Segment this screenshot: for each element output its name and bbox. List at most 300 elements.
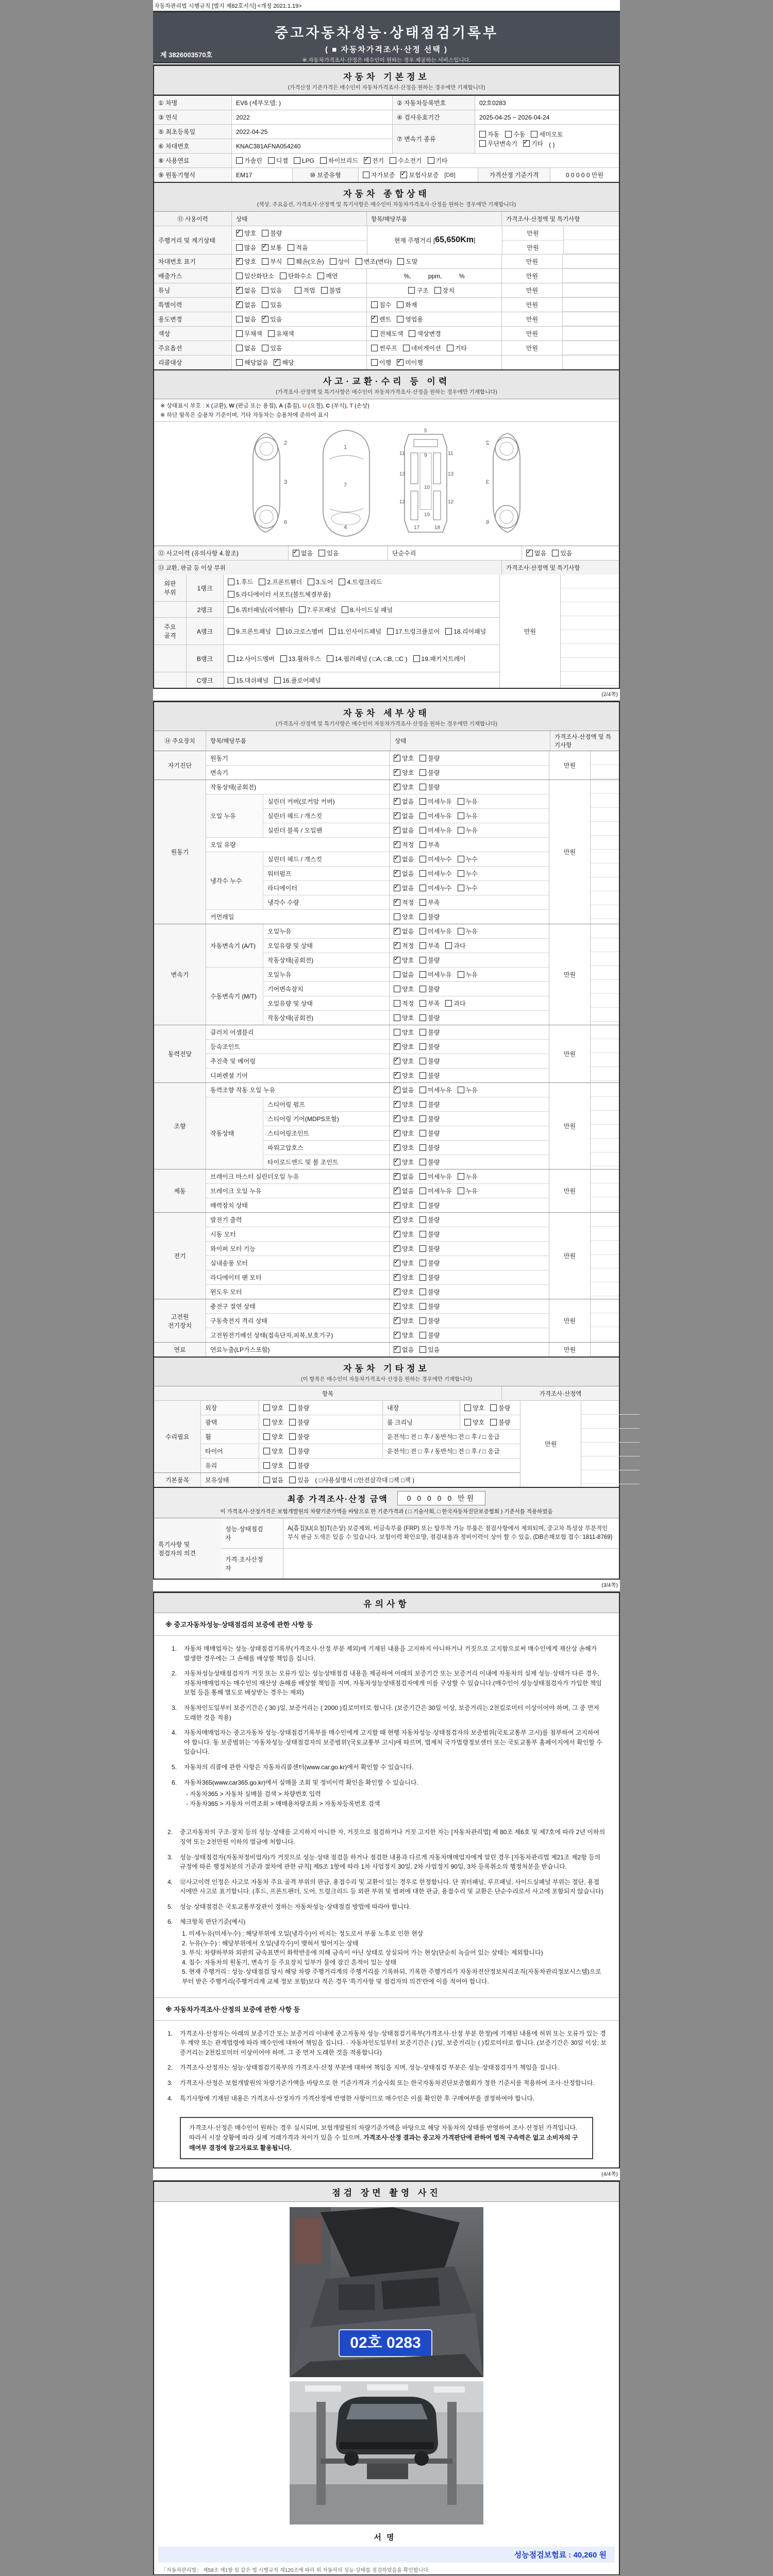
checkbox-장치[interactable]: 장치	[434, 286, 455, 295]
checkbox-불량[interactable]: 불량	[419, 1129, 440, 1138]
checkbox-있음[interactable]: 있음	[262, 300, 282, 309]
fuel-options	[231, 154, 619, 167]
checkbox-자동[interactable]: 자동	[479, 130, 499, 139]
checkbox-미세누유[interactable]: 미세누유	[419, 1172, 451, 1181]
checkbox-box-icon	[552, 550, 559, 556]
checkbox-없음[interactable]: ✓ 없음	[236, 300, 256, 309]
checkbox-양호[interactable]: 양호	[263, 1418, 283, 1427]
checkbox-불량[interactable]: 불량	[490, 1418, 510, 1427]
checkbox-양호[interactable]: 양호	[464, 1418, 484, 1427]
checkbox-미세누유[interactable]: 미세누유	[419, 797, 451, 806]
accident-history-label: ⑫ 사고이력 (유의사항 4.참조)	[154, 546, 288, 560]
checkbox-디젤[interactable]: 디젤	[268, 156, 288, 165]
checkbox-없음[interactable]: ✓ 없음	[394, 1172, 414, 1181]
checkbox-누수[interactable]: 누수	[458, 884, 478, 892]
checkbox-적법[interactable]: 적법	[295, 286, 315, 295]
checkbox-box-icon	[342, 606, 348, 613]
detail-item-label: 오일유량 및 상태	[267, 1000, 313, 1007]
detail-row	[263, 981, 549, 996]
checkbox-일산화탄소[interactable]: 일산화탄소	[236, 272, 274, 280]
checkbox-누유[interactable]: 누유	[458, 826, 478, 835]
document-title: 중고자동차성능·상태점검기록부	[274, 25, 499, 41]
checkbox-불량[interactable]: 불량	[490, 1403, 510, 1412]
checkbox-box-icon	[268, 157, 275, 164]
checkbox-기타[interactable]: ✓ 기타	[523, 139, 543, 148]
checkbox-있음[interactable]: 있음	[262, 344, 282, 352]
checkbox-부식[interactable]: 부식	[262, 257, 282, 266]
checkbox-부족[interactable]: 부족	[419, 999, 440, 1008]
checkbox-기타[interactable]: 기타	[447, 344, 467, 352]
checkbox-box-icon	[419, 812, 426, 819]
detail-group-price: 만원	[549, 1025, 590, 1082]
checkbox-양호[interactable]: 양호	[263, 1432, 283, 1441]
checkbox-18.리어패널[interactable]: 18.리어패널	[445, 627, 486, 636]
row-options-remarks	[562, 341, 619, 355]
checkbox-불법[interactable]: 불법	[321, 286, 341, 295]
checkbox-6.쿼터패널(리어휀다)[interactable]: 6.쿼터패널(리어휀다)	[228, 605, 293, 614]
checkbox-불량[interactable]: 불량	[419, 956, 440, 964]
checkbox-없음[interactable]: ✓ 없음	[293, 549, 313, 557]
checkbox-누유[interactable]: 누유	[458, 970, 478, 979]
checkbox-box-icon	[321, 287, 328, 294]
section-accident-header	[154, 369, 619, 399]
checkbox-없음[interactable]: ✓ 없음	[526, 549, 546, 557]
checkbox-있음[interactable]: 있음	[419, 1345, 440, 1354]
checkbox-LPG[interactable]: LPG	[294, 157, 314, 164]
checkbox-box-icon	[419, 1346, 426, 1353]
checkbox-10.크로스멤버[interactable]: 10.크로스멤버	[277, 627, 324, 636]
col-state: 상태	[231, 212, 366, 226]
checkbox-불량[interactable]: 불량	[262, 229, 282, 238]
checkbox-box-icon	[371, 330, 378, 337]
checkbox-불량[interactable]: 불량	[419, 754, 440, 762]
checkbox-11.인사이드패널[interactable]: 11.인사이드패널	[329, 627, 381, 636]
checkbox-box-icon	[289, 1404, 296, 1411]
checkbox-box-icon	[458, 1188, 464, 1194]
checkbox-양호[interactable]: ✓ 양호	[236, 229, 256, 238]
checkbox-불량[interactable]: 불량	[419, 985, 440, 993]
checkbox-있음[interactable]: 있음	[318, 549, 339, 557]
checkbox-불량[interactable]: 불량	[289, 1418, 309, 1427]
checkbox-box-icon	[419, 1000, 426, 1007]
checkbox-box-icon	[394, 1130, 400, 1137]
checkbox-양호[interactable]: 양호	[394, 912, 414, 921]
checkbox-없음[interactable]: ✓ 없음	[394, 884, 414, 892]
inspection-period-value: 2025-04-25 ~ 2026-04-24	[475, 110, 619, 124]
checkbox-box-icon	[394, 942, 400, 949]
notice-heading-1: ※ 중고자동차성능·상태점검의 보증에 관한 사항 등	[154, 1613, 619, 1636]
checkbox-있음[interactable]: 있음	[289, 1476, 309, 1484]
checkbox-양호[interactable]: ✓ 양호	[394, 956, 414, 964]
checkbox-부족[interactable]: 부족	[419, 898, 440, 907]
checkbox-미세누수[interactable]: 미세누수	[419, 884, 451, 892]
checkbox-렌트[interactable]: ✓ 렌트	[371, 315, 391, 324]
checkbox-없음[interactable]: 없음	[236, 315, 256, 324]
detail-row	[263, 895, 549, 909]
row-recall: 리콜대상	[154, 355, 231, 369]
checkbox-box-icon	[394, 841, 400, 848]
checkbox-수소전기[interactable]: 수소전기	[390, 156, 422, 165]
row-usage-change-remarks	[562, 312, 619, 326]
detail-item-label: 실린더 헤드 / 개스킷	[267, 856, 323, 863]
checkbox-누유[interactable]: 누유	[458, 797, 478, 806]
checkbox-침수[interactable]: 침수	[371, 300, 391, 309]
checkbox-box-icon	[394, 913, 400, 920]
detail-item-state	[389, 852, 549, 866]
checkbox-양호[interactable]: ✓ 양호	[394, 754, 414, 762]
checkbox-불량[interactable]: 불량	[419, 1158, 440, 1166]
checkbox-누유[interactable]: 누유	[458, 1086, 478, 1094]
rank-group-label	[154, 672, 186, 688]
checkbox-적정[interactable]: ✓ 적정	[394, 840, 414, 849]
checkbox-적정[interactable]: 적정	[394, 999, 414, 1008]
detail-item-label: 등속조인트	[210, 1043, 240, 1050]
checkbox-12.사이드멤버[interactable]: 12.사이드멤버	[228, 654, 275, 663]
checkbox-양호[interactable]: ✓ 양호	[394, 768, 414, 777]
checkbox-양호[interactable]: ✓ 양호	[394, 1273, 414, 1282]
checkbox-양호[interactable]: ✓ 양호	[394, 1114, 414, 1123]
checkbox-box-icon	[394, 1159, 400, 1165]
checkbox-누유[interactable]: 누유	[458, 1187, 478, 1195]
section-title: 점검 장면 촬영 사진	[332, 2188, 441, 2198]
checkbox-양호[interactable]: 양호	[394, 1028, 414, 1037]
checkbox-양호[interactable]: ✓ 양호	[394, 1230, 414, 1239]
detail-item-state	[389, 924, 549, 938]
checkbox-미세누유[interactable]: 미세누유	[419, 1086, 451, 1094]
checkbox-불량[interactable]: 불량	[419, 1331, 440, 1340]
checkbox-부족[interactable]: 부족	[419, 941, 440, 950]
checkbox-양호[interactable]: ✓ 양호	[236, 257, 256, 266]
checkbox-box-icon	[330, 258, 337, 265]
checkbox-box-icon	[419, 1058, 426, 1064]
exchange-remarks	[560, 574, 619, 688]
checkbox-불량[interactable]: 불량	[419, 1013, 440, 1022]
checkbox-양호[interactable]: ✓ 양호	[394, 1129, 414, 1138]
checkbox-하이브리드[interactable]: 하이브리드	[320, 156, 358, 165]
checkbox-적음[interactable]: 적음	[288, 243, 308, 252]
checkbox-불량[interactable]: 불량	[419, 768, 440, 777]
checkbox-불량[interactable]: 불량	[419, 783, 440, 791]
svg-text:13: 13	[448, 471, 454, 477]
checkbox-없음[interactable]: 없음	[394, 970, 414, 979]
detail-item-label: 오일누유	[267, 971, 292, 978]
checkbox-적정[interactable]: ✓ 적정	[394, 941, 414, 950]
checkbox-불량[interactable]: 불량	[419, 1042, 440, 1051]
detail-item-state	[389, 1112, 549, 1126]
checkbox-누유[interactable]: 누유	[458, 927, 478, 936]
detail-item-state	[389, 1213, 549, 1227]
repair-group-label: 수리필요	[154, 1401, 200, 1472]
row-usage-change-item	[366, 312, 501, 326]
checkbox-양호[interactable]: 양호	[464, 1403, 484, 1412]
checkbox-19.패키지트레이[interactable]: 19.패키지트레이	[413, 654, 466, 663]
checkbox-4.트렁크리드[interactable]: 4.트렁크리드	[339, 578, 382, 586]
checkbox-없음[interactable]: ✓ 없음	[394, 869, 414, 878]
detail-row	[206, 1299, 549, 1313]
checkbox-양호[interactable]: 양호	[394, 1013, 414, 1022]
checkbox-없음[interactable]: ✓ 없음	[394, 797, 414, 806]
checkbox-네비게이션[interactable]: 네비게이션	[403, 344, 441, 352]
checkbox-7.루프패널[interactable]: 7.루프패널	[299, 605, 336, 614]
checkbox-양호[interactable]: ✓ 양호	[394, 1158, 414, 1166]
checkbox-수동[interactable]: 수동	[505, 130, 525, 139]
detail-item-state	[389, 1328, 549, 1342]
checkbox-불량[interactable]: 불량	[419, 1114, 440, 1123]
row-recall-price	[501, 355, 562, 369]
checkbox-없음[interactable]: ✓ 없음	[394, 1345, 414, 1354]
checkbox-화재[interactable]: 화재	[397, 300, 417, 309]
checkbox-이행[interactable]: 이행	[371, 358, 391, 367]
section-title: 유의사항	[363, 1599, 410, 1609]
rank-group-label	[154, 602, 186, 617]
checkbox-양호[interactable]: ✓ 양호	[394, 1302, 414, 1311]
checkbox-가솔린[interactable]: 가솔린	[236, 156, 262, 165]
checkbox-양호[interactable]: ✓ 양호	[394, 1331, 414, 1340]
section-subtitle: (가격산정 기준가격은 매수인이 자동차가격조사·산정을 원하는 경우에만 기재합니다)	[288, 84, 485, 91]
checkbox-해당[interactable]: ✓ 해당	[274, 358, 294, 367]
checkbox-부족[interactable]: 부족	[419, 840, 440, 849]
detail-group-label: 자기진단	[154, 751, 206, 779]
detail-group-price: 만원	[549, 1343, 590, 1357]
checkbox-양호[interactable]: ✓ 양호	[394, 1057, 414, 1065]
checkbox-불량[interactable]: 불량	[419, 1100, 440, 1109]
checkbox-유채색[interactable]: 유채색	[268, 329, 294, 338]
checkbox-box-icon	[397, 359, 404, 366]
checkbox-box-icon	[419, 913, 426, 920]
checkbox-불량[interactable]: 불량	[419, 1201, 440, 1210]
rank-label: A랭크	[186, 618, 223, 645]
checkbox-15.대쉬패널[interactable]: 15.대쉬패널	[228, 676, 268, 685]
detail-item-label: 실린더 헤드 / 개스킷	[267, 812, 323, 820]
checkbox-불량[interactable]: 불량	[419, 1057, 440, 1065]
checkbox-불량[interactable]: 불량	[419, 1302, 440, 1311]
checkbox-양호[interactable]: ✓ 양호	[394, 1244, 414, 1253]
checkbox-불량[interactable]: 불량	[419, 1273, 440, 1282]
notice-item: 1. 자동차 매매업자는 성능·상태점검기록부(가격조사·산정 부분 제외)에 기재된 내용을 고지하지 아니하거나 거짓으로 고지함으로써 매수인에게 재산상 손해가 발생한 경우에는 그 손해를 배상할 책임을 집니다.	[172, 1645, 597, 1662]
checkbox-box-icon	[419, 784, 426, 790]
form-reference-note: 자동차관리법 시행규칙 [별지 제82호서식] <개정 2021.1.19>	[153, 0, 620, 11]
checkbox-많음[interactable]: 많음	[236, 243, 256, 252]
checkbox-미이행[interactable]: ✓ 미이행	[397, 358, 423, 367]
checkbox-미세누수[interactable]: 미세누수	[419, 855, 451, 863]
section-block-3	[153, 1591, 620, 2168]
detail-group-remarks	[590, 780, 619, 924]
checkbox-양호[interactable]: ✓ 양호	[394, 1287, 414, 1296]
detail-row	[263, 1111, 549, 1126]
detail-row	[206, 1241, 549, 1256]
checkbox-불량[interactable]: 불량	[419, 1028, 440, 1037]
checkbox-box-icon	[262, 244, 268, 251]
notice-item: 3. 가격조사·산정은 보험개발원의 차량기준가액을 바탕으로 한 기준가격과 기술사회 또는 한국자동차진단보증협회가 정한 기준서를 적용하여 조사·산정합니다.	[167, 2079, 595, 2087]
checkbox-양호[interactable]: 양호	[263, 1403, 283, 1412]
checkbox-없음[interactable]: ✓ 없음	[394, 826, 414, 835]
detail-item-state	[389, 1242, 549, 1256]
checkbox-없음[interactable]: ✓ 없음	[394, 1086, 414, 1094]
detail-item-state	[389, 1299, 549, 1313]
checkbox-box-icon	[464, 1404, 471, 1411]
checkbox-무채색[interactable]: 무채색	[236, 329, 262, 338]
checkbox-영업용[interactable]: 영업용	[397, 315, 423, 324]
col-item: 항목/해당부품	[206, 731, 390, 751]
checkbox-양호[interactable]: ✓ 양호	[394, 1259, 414, 1267]
checkbox-불량[interactable]: 불량	[289, 1403, 309, 1412]
svg-text:10: 10	[424, 485, 430, 490]
checkbox-불량[interactable]: 불량	[419, 912, 440, 921]
emission-price: 만원	[501, 269, 562, 283]
checkbox-양호[interactable]: ✓ 양호	[394, 1143, 414, 1152]
checkbox-불량[interactable]: 불량	[419, 1316, 440, 1325]
car-name-label: ① 차명	[154, 96, 231, 110]
checkbox-해당없음[interactable]: 해당없음	[236, 358, 268, 367]
checkbox-불량[interactable]: 불량	[419, 1071, 440, 1080]
detail-item-label: 배력장치 상태	[210, 1202, 248, 1209]
checkbox-양호[interactable]: 양호	[263, 1461, 283, 1470]
rank-group-label: 주요 골격	[154, 618, 186, 645]
exchange-price-header: 가격조사·산정액 및 특기사항	[501, 561, 619, 574]
checkbox-훼손(오손)[interactable]: 훼손(오손)	[288, 257, 324, 266]
notice-item: 2. 자동차성능상태점검자가 거짓 또는 오류가 있는 성능상태점검 내용을 제공하여 아래의 보증기간 또는 보증거리 이내에 자동차의 실제 성능·상태가 다른 경우, 자동차매매업자는 매수인의 재산상 손해를 배상할 책임을 지며, 자동차성능상태점검자에게 이를 구상할 수 있습니다.(매수인이 성능상태점검자가 가입한 책임보험 등을 통해 별도로 배상받는 경우는 제외)	[172, 1670, 602, 1697]
detail-group-remarks	[590, 1299, 619, 1342]
checkbox-box-icon	[479, 131, 486, 138]
checkbox-양호[interactable]: ✓ 양호	[394, 1201, 414, 1210]
checkbox-썬루프[interactable]: 썬루프	[371, 344, 397, 352]
checkbox-무단변속기[interactable]: 무단변속기	[479, 139, 517, 148]
checkbox-box-icon	[419, 856, 426, 862]
detail-row	[206, 1270, 549, 1284]
basic-info-table	[154, 95, 619, 182]
checkbox-불량[interactable]: 불량	[419, 1215, 440, 1224]
checkbox-있음[interactable]: 있음	[552, 549, 572, 557]
checkbox-box-icon	[236, 230, 243, 236]
checkbox-상이[interactable]: 상이	[330, 257, 350, 266]
checkbox-14.필러패널 ( □A, □B, □C )[interactable]: 14.필러패널 ( □A, □B, □C )	[327, 654, 408, 663]
checkbox-8.사이드실 패널[interactable]: 8.사이드실 패널	[342, 605, 393, 614]
checkbox-전체도색[interactable]: 전체도색	[371, 329, 403, 338]
checkbox-없음[interactable]: ✓ 없음	[394, 855, 414, 863]
checkbox-16.플로어패널[interactable]: 16.플로어패널	[274, 676, 321, 685]
section-basic-info-header	[154, 66, 619, 95]
checkbox-있음[interactable]: 있음	[262, 286, 282, 295]
detail-item-label: 추진축 및 베어링	[210, 1058, 256, 1065]
vin-value: KNAC381AFNA054240	[231, 139, 392, 153]
checkbox-box-icon	[434, 287, 441, 294]
checkbox-양호[interactable]: ✓ 양호	[394, 1100, 414, 1109]
checkbox-과다[interactable]: 과다	[445, 941, 465, 950]
detail-group-제동	[154, 1169, 619, 1212]
checkbox-도말[interactable]: 도말	[397, 257, 417, 266]
checkbox-1.후드[interactable]: 1.후드	[228, 578, 253, 586]
checkbox-없음[interactable]: 없음	[263, 1476, 283, 1484]
checkbox-9.프론트패널[interactable]: 9.프론트패널	[228, 627, 271, 636]
checkbox-양호[interactable]: ✓ 양호	[394, 1042, 414, 1051]
checkbox-box-icon	[526, 550, 533, 556]
checkbox-세미오토[interactable]: 세미오토	[531, 130, 563, 139]
checkbox-불량[interactable]: 불량	[289, 1461, 309, 1470]
checkbox-불량[interactable]: 불량	[419, 1259, 440, 1267]
checkbox-불량[interactable]: 불량	[289, 1432, 309, 1441]
checkbox-보통[interactable]: ✓ 보통	[262, 243, 282, 252]
checkbox-2.프론트휀더[interactable]: 2.프론트휀더	[259, 578, 302, 586]
checkbox-불량[interactable]: 불량	[419, 1287, 440, 1296]
checkbox-불량[interactable]: 불량	[419, 1143, 440, 1152]
checkbox-5.라디에이터 서포트(볼트체결부품)[interactable]: 5.라디에이터 서포트(볼트체결부품)	[228, 590, 331, 599]
checkbox-적정[interactable]: ✓ 적정	[394, 898, 414, 907]
checkbox-양호[interactable]: ✓ 양호	[394, 783, 414, 791]
checkbox-전기[interactable]: ✓ 전기	[364, 156, 384, 165]
checkbox-미세누유[interactable]: 미세누유	[419, 1187, 451, 1195]
detail-group-remarks	[590, 1025, 619, 1082]
checkbox-미세누유[interactable]: 미세누유	[419, 927, 451, 936]
checkbox-17.트렁크플로어[interactable]: 17.트렁크플로어	[387, 627, 440, 636]
svg-text:13: 13	[399, 471, 406, 477]
checkbox-변조(변타)[interactable]: 변조(변타)	[356, 257, 392, 266]
checkbox-매연[interactable]: 매연	[317, 272, 338, 280]
checkbox-box-icon	[419, 1014, 426, 1021]
checkbox-누유[interactable]: 누유	[458, 1172, 478, 1181]
checkbox-3.도어[interactable]: 3.도어	[308, 578, 333, 586]
checkbox-보험사보증[interactable]: ✓ 보험사보증	[400, 171, 439, 179]
detail-item-label: 구동축전지 격리 상태	[210, 1317, 267, 1325]
car-diagram-top	[314, 426, 380, 540]
checkbox-없음[interactable]: ✓ 없음	[394, 1187, 414, 1195]
checkbox-box-icon	[280, 655, 287, 662]
final-price-note: 이 가격조사·산정가격은 보험개발원의 차량기준가액을 바탕으로 한 기준가격과 ( □ 기술사회, □ 한국자동차진단보증협회 ) 기준서를 적용하였음	[220, 1509, 553, 1515]
checkbox-미세누유[interactable]: 미세누유	[419, 811, 451, 820]
checkbox-box-icon	[394, 1202, 400, 1209]
checkbox-미세누유[interactable]: 미세누유	[419, 970, 451, 979]
detail-row	[206, 1183, 549, 1198]
checkbox-구조[interactable]: 구조	[408, 286, 428, 295]
checkbox-누수[interactable]: 누수	[458, 869, 478, 878]
checkbox-누유[interactable]: 누유	[458, 811, 478, 820]
checkbox-불량[interactable]: 불량	[419, 1230, 440, 1239]
checkbox-탄화수소[interactable]: 탄화수소	[280, 272, 312, 280]
checkbox-미세누유[interactable]: 미세누유	[419, 826, 451, 835]
checkbox-box-icon	[394, 1346, 400, 1353]
checkbox-양호[interactable]: 양호	[263, 1447, 283, 1455]
row-recall-remarks	[562, 355, 619, 369]
checkbox-불량[interactable]: 불량	[289, 1447, 309, 1455]
checkbox-양호[interactable]: ✓ 양호	[394, 1215, 414, 1224]
checkbox-양호[interactable]: ✓ 양호	[394, 1316, 414, 1325]
checkbox-box-icon	[394, 1043, 400, 1050]
checkbox-과다[interactable]: 과다	[445, 999, 465, 1008]
checkbox-양호[interactable]: 양호	[394, 985, 414, 993]
checkbox-양호[interactable]: ✓ 양호	[394, 1071, 414, 1080]
checkbox-없음[interactable]: 없음	[236, 344, 256, 352]
checkbox-미세누수[interactable]: 미세누수	[419, 869, 451, 878]
detail-item-label: 클러치 어셈블리	[210, 1029, 254, 1036]
checkbox-색상변경[interactable]: 색상변경	[409, 329, 441, 338]
checkbox-없음[interactable]: ✓ 없음	[394, 811, 414, 820]
checkbox-box-icon	[394, 856, 400, 862]
checkbox-자가보증[interactable]: 자가보증	[363, 171, 395, 179]
checkbox-box-icon	[274, 359, 280, 366]
checkbox-있음[interactable]: ✓ 있음	[262, 315, 282, 324]
checkbox-누수[interactable]: 누수	[458, 855, 478, 863]
notice-item: 4. ⑫사고이력 인정은 사고로 자동차 주요 골격 부위의 판금, 용접수리 및 교환이 있는 경우로 한정합니다. 단 쿼터패널, 루프패널, 사이드실패널 부위는 절단, 용접 시에만 사고로 표기합니다. (후드, 프론트펜더, 도어, 트렁크리드 등 외판 부위 및 범퍼에 대한 판금, 용접수리 및 교환은 단순수리로서 사고에 포함되지 않습니다)	[167, 1878, 603, 1895]
row-vin-marking: 차대번호 표기	[154, 255, 231, 268]
checkbox-13.휠하우스[interactable]: 13.휠하우스	[280, 654, 321, 663]
checkbox-기타[interactable]: 기타	[428, 156, 448, 165]
detail-row	[206, 1039, 549, 1054]
detail-group-자기진단	[154, 751, 619, 779]
checkbox-불량[interactable]: 불량	[419, 1244, 440, 1253]
checkbox-없음[interactable]: ✓ 없음	[236, 286, 256, 295]
checkbox-box-icon	[263, 1419, 270, 1426]
detail-item-state	[389, 780, 549, 794]
checkbox-없음[interactable]: ✓ 없음	[394, 927, 414, 936]
